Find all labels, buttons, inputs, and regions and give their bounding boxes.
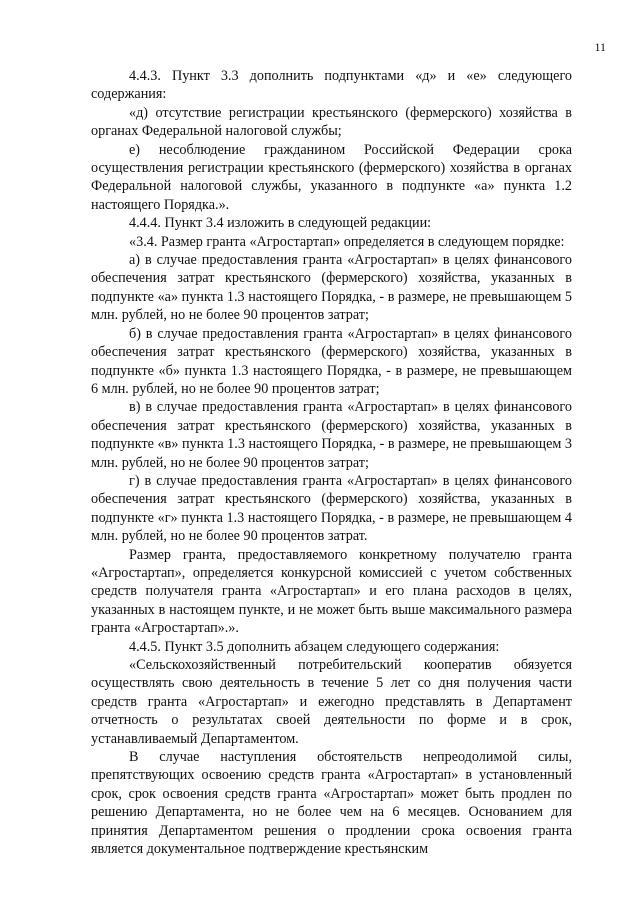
paragraph-4-4-4: 4.4.4. Пункт 3.4 изложить в следующей редакции: <box>129 215 432 232</box>
paragraph-grant-size: Размер гранта, предоставляемого конкретному получателю гранта «Агростартап», определяется конкурсной комиссией с учетом собственных средств получателя гранта «Агростартап» и его плана расходов в целях, указанных в настоящем пункте, и не может быть выше максимального размера гранта «Агростартап».». <box>91 546 572 637</box>
paragraph-subitem-v: в) в случае предоставления гранта «Агростартап» в целях финансового обеспечения затрат крестьянского (фермерского) хозяйства, указанных в подпункте «в» пункта 1.3 настоящего Порядка, - в размере, не превышающем 3 млн. рублей, но не более 90 процентов затрат; <box>91 399 572 471</box>
paragraph-force-majeure: В случае наступления обстоятельств непреодолимой силы, препятствующих освоению средств гранта «Агростартап» в установленный срок, срок освоения средств гранта «Агростартап» может быть продлен по решению Департамента, но не более чем на 6 месяцев. Основанием для принятия Департаментом решения о продлении срока освоения гранта является документальное подтверждение крестьянским <box>91 749 572 858</box>
paragraph-subitem-g: г) в случае предоставления гранта «Агростартап» в целях финансового обеспечения затрат крестьянского (фермерского) хозяйства, указанных в подпункте «г» пункта 1.3 настоящего Порядка, - в размере, не превышающем 4 млн. рублей, но не более 90 процентов затрат. <box>91 472 572 545</box>
paragraph-4-4-3: 4.4.3. Пункт 3.3 дополнить подпунктами «д» и «е» следующего содержания: <box>91 68 572 103</box>
paragraph-subitem-b: б) в случае предоставления гранта «Агростартап» в целях финансового обеспечения затрат крестьянского (фермерского) хозяйства, указанных в подпункте «б» пункта 1.3 настоящего Порядка, - в размере, не превышающем 6 млн. рублей, но не более 90 процентов затрат; <box>91 325 572 397</box>
paragraph-subitem-e: е) несоблюдение гражданином Российской Федерации срока осуществления регистрации крестьянского (фермерского) хозяйства в органах Федеральной налоговой службы, указанного в подпункте «а» пункта 1.2 настоящего Порядка.». <box>91 141 572 213</box>
document-body <box>91 67 572 858</box>
paragraph-subitem-a: а) в случае предоставления гранта «Агростартап» в целях финансового обеспечения затрат крестьянского (фермерского) хозяйства, указанных в подпункте «а» пункта 1.3 настоящего Порядка, - в размере, не превышающем 5 млн. рублей, но не более 90 процентов затрат; <box>91 252 572 324</box>
paragraph-3-4: «3.4. Размер гранта «Агростартап» определяется в следующем порядке: <box>129 233 565 250</box>
page-number: 11 <box>594 40 606 54</box>
paragraph-4-4-5: 4.4.5. Пункт 3.5 дополнить абзацем следующего содержания: <box>129 638 500 655</box>
paragraph-subitem-d: «д) отсутствие регистрации крестьянского (фермерского) хозяйства в органах Федеральной налоговой службы; <box>91 104 572 140</box>
paragraph-cooperative: «Сельскохозяйственный потребительский кооператив обязуется осуществлять свою деятельность в течение 5 лет со дня получения части средств гранта «Агростартап» и ежегодно представлять в Департамент отчетность о результатах своей деятельности по форме и в срок, устанавливаемый Департаментом. <box>91 657 572 747</box>
